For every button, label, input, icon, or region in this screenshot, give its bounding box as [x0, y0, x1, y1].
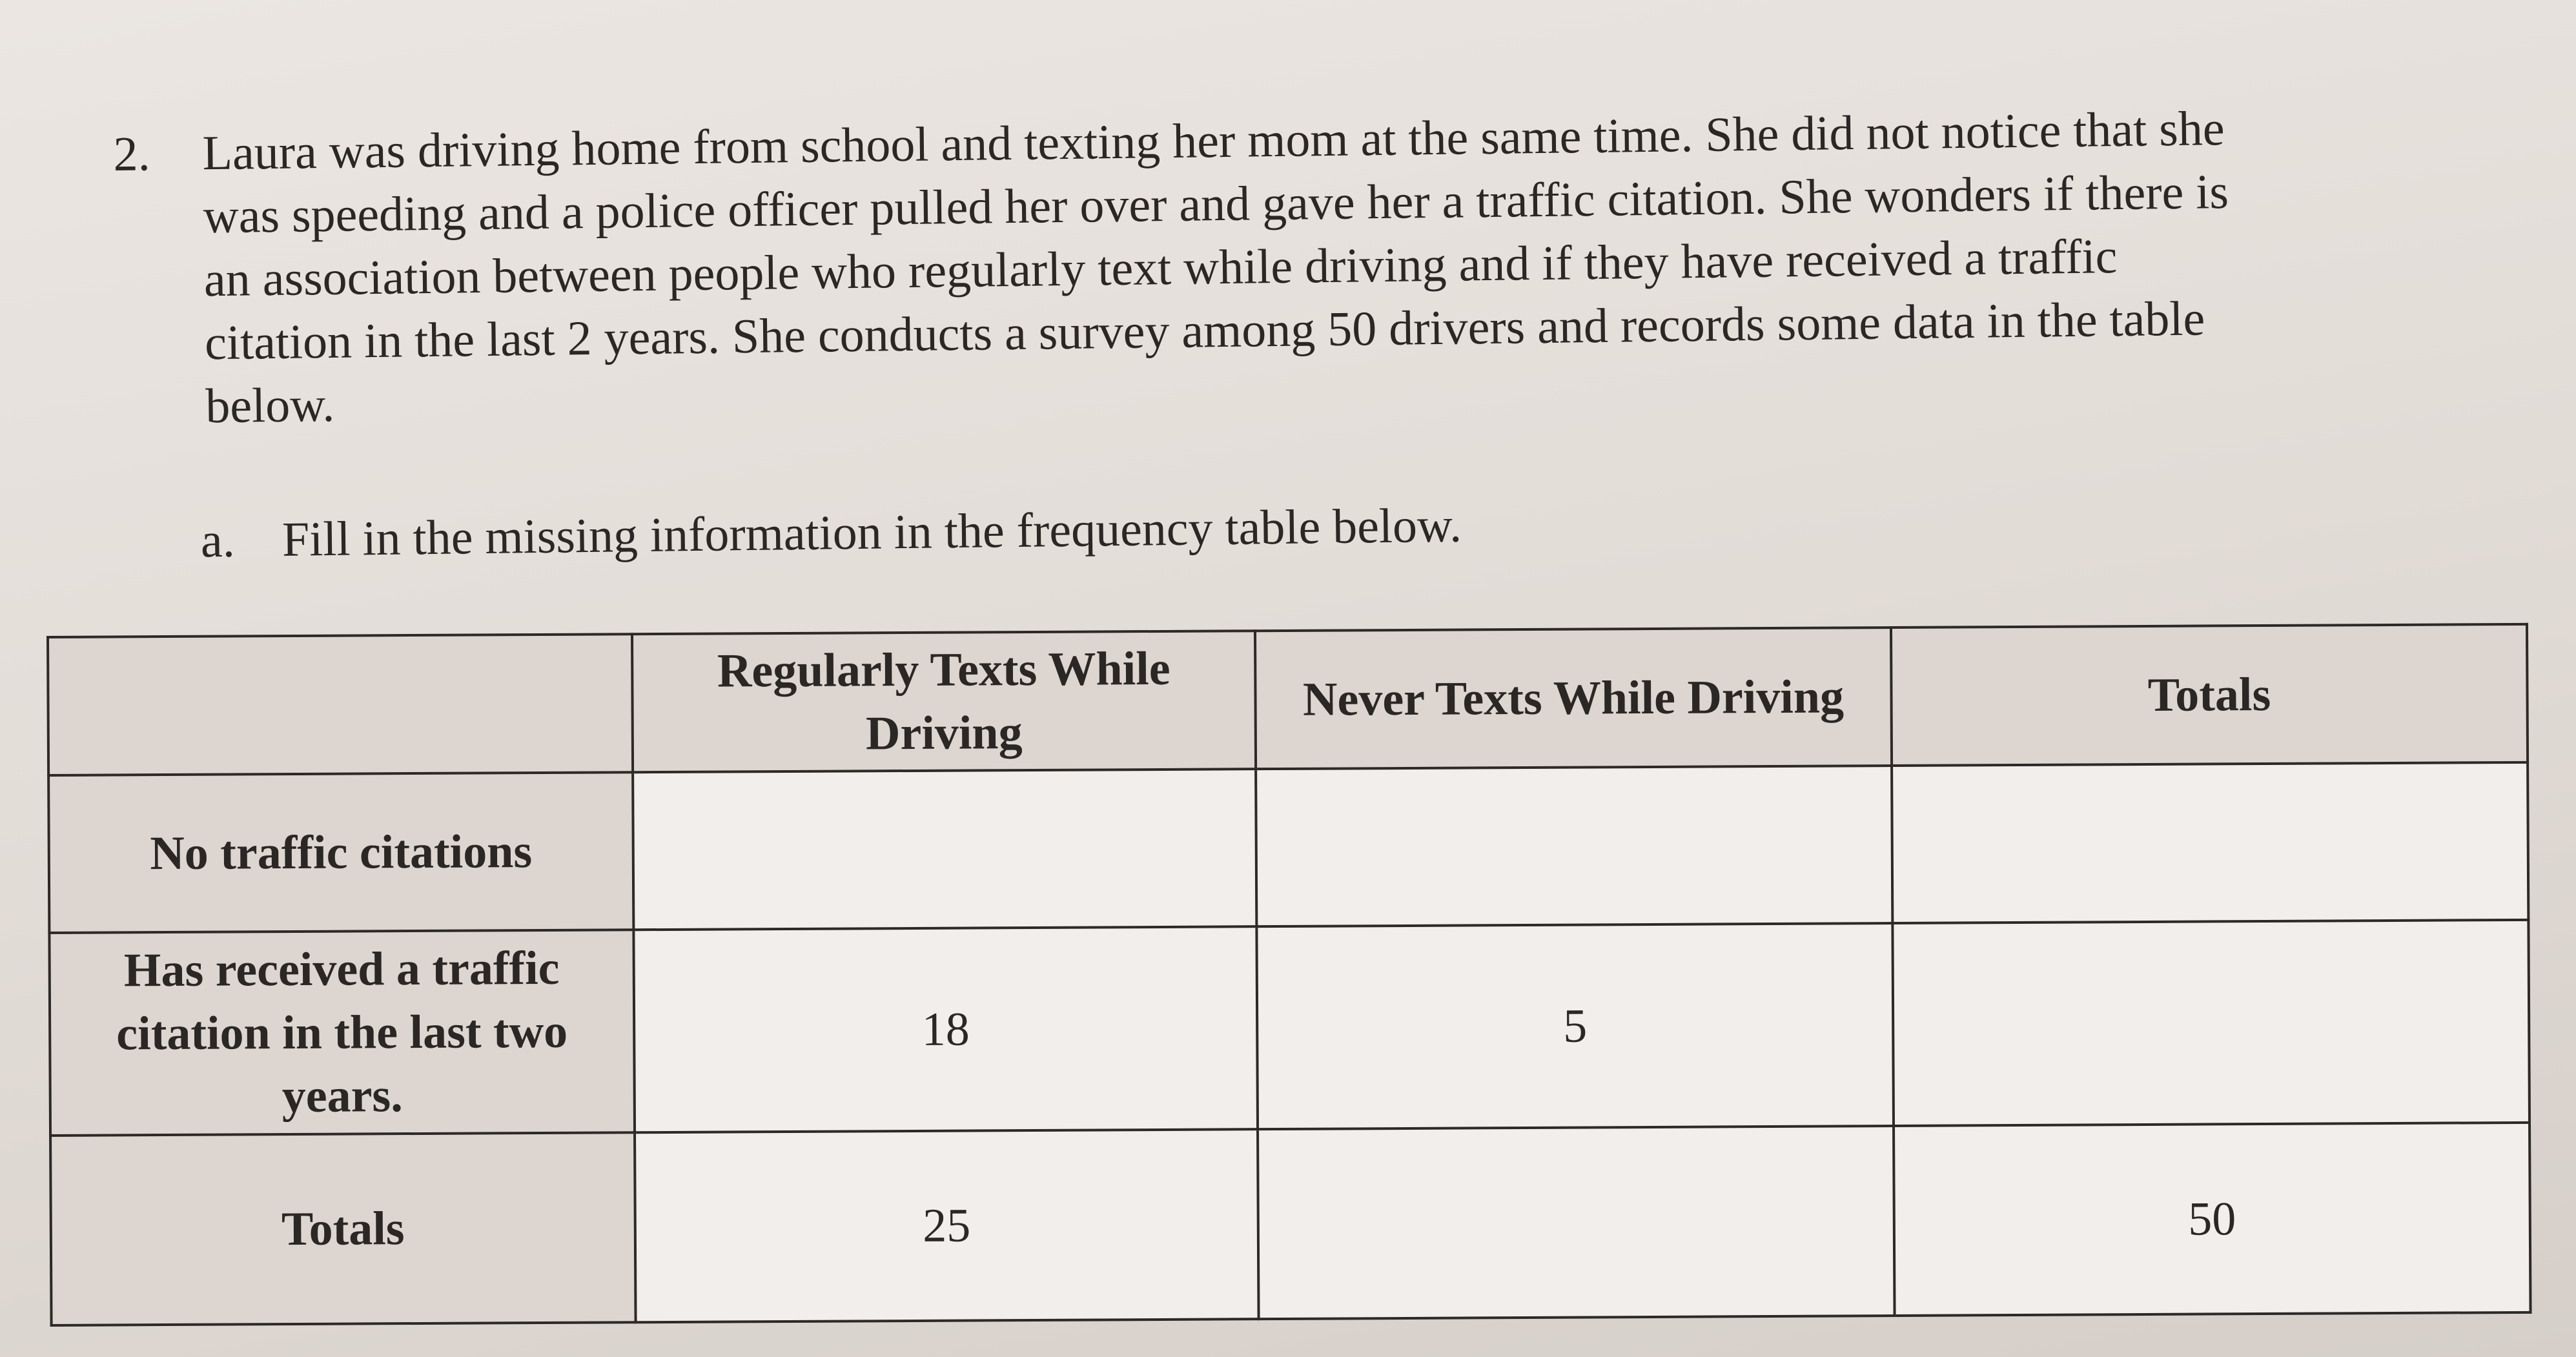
cell-no-citations-regularly[interactable] — [633, 769, 1256, 930]
header-totals: Totals — [1891, 624, 2528, 766]
cell-no-citations-never[interactable] — [1256, 766, 1892, 926]
sub-question-a — [200, 494, 1462, 573]
problem-2 — [113, 94, 2502, 568]
question-number: 2. — [113, 127, 151, 181]
cell-totals-never[interactable] — [1258, 1126, 1895, 1319]
question-line: below. — [205, 377, 335, 434]
question-text — [202, 94, 2479, 438]
question-line: citation in the last 2 years. She conducts a survey among 50 drivers and records some data in the table — [204, 291, 2205, 371]
frequency-table — [46, 623, 2532, 1327]
cell-citation-never: 5 — [1256, 923, 1894, 1129]
sub-question-text: Fill in the missing information in the frequency table below. — [281, 498, 1462, 567]
sub-question-letter: a. — [200, 513, 236, 568]
question-line: was speeding and a police officer pulled her over and gave her a traffic citation. She wonders if there is — [203, 164, 2229, 244]
header-corner-cell — [48, 634, 633, 775]
cell-totals-regularly: 25 — [635, 1129, 1259, 1322]
cell-citation-total[interactable] — [1892, 920, 2530, 1126]
question-line: Laura was driving home from school and texting her mom at the same time. She did not notice that she — [202, 101, 2225, 181]
row-label-has-citation: Has received a traffic citation in the last two years. — [49, 930, 635, 1136]
question-line: an association between people who regularly text while driving and if they have received a traffic — [203, 229, 2118, 307]
header-never-texts: Never Texts While Driving — [1255, 627, 1892, 769]
table-row — [48, 762, 2528, 933]
row-label-no-citations: No traffic citations — [48, 772, 633, 933]
table-row — [50, 1123, 2530, 1325]
row-label-totals: Totals — [50, 1132, 636, 1325]
frequency-table-container — [46, 623, 2529, 1320]
table-row — [49, 920, 2530, 1136]
cell-totals-grand: 50 — [1894, 1123, 2531, 1316]
cell-citation-regularly: 18 — [633, 926, 1258, 1132]
table-header-row — [48, 624, 2528, 775]
header-regularly-texts: Regularly Texts While Driving — [632, 631, 1256, 772]
cell-no-citations-total[interactable] — [1892, 762, 2528, 923]
